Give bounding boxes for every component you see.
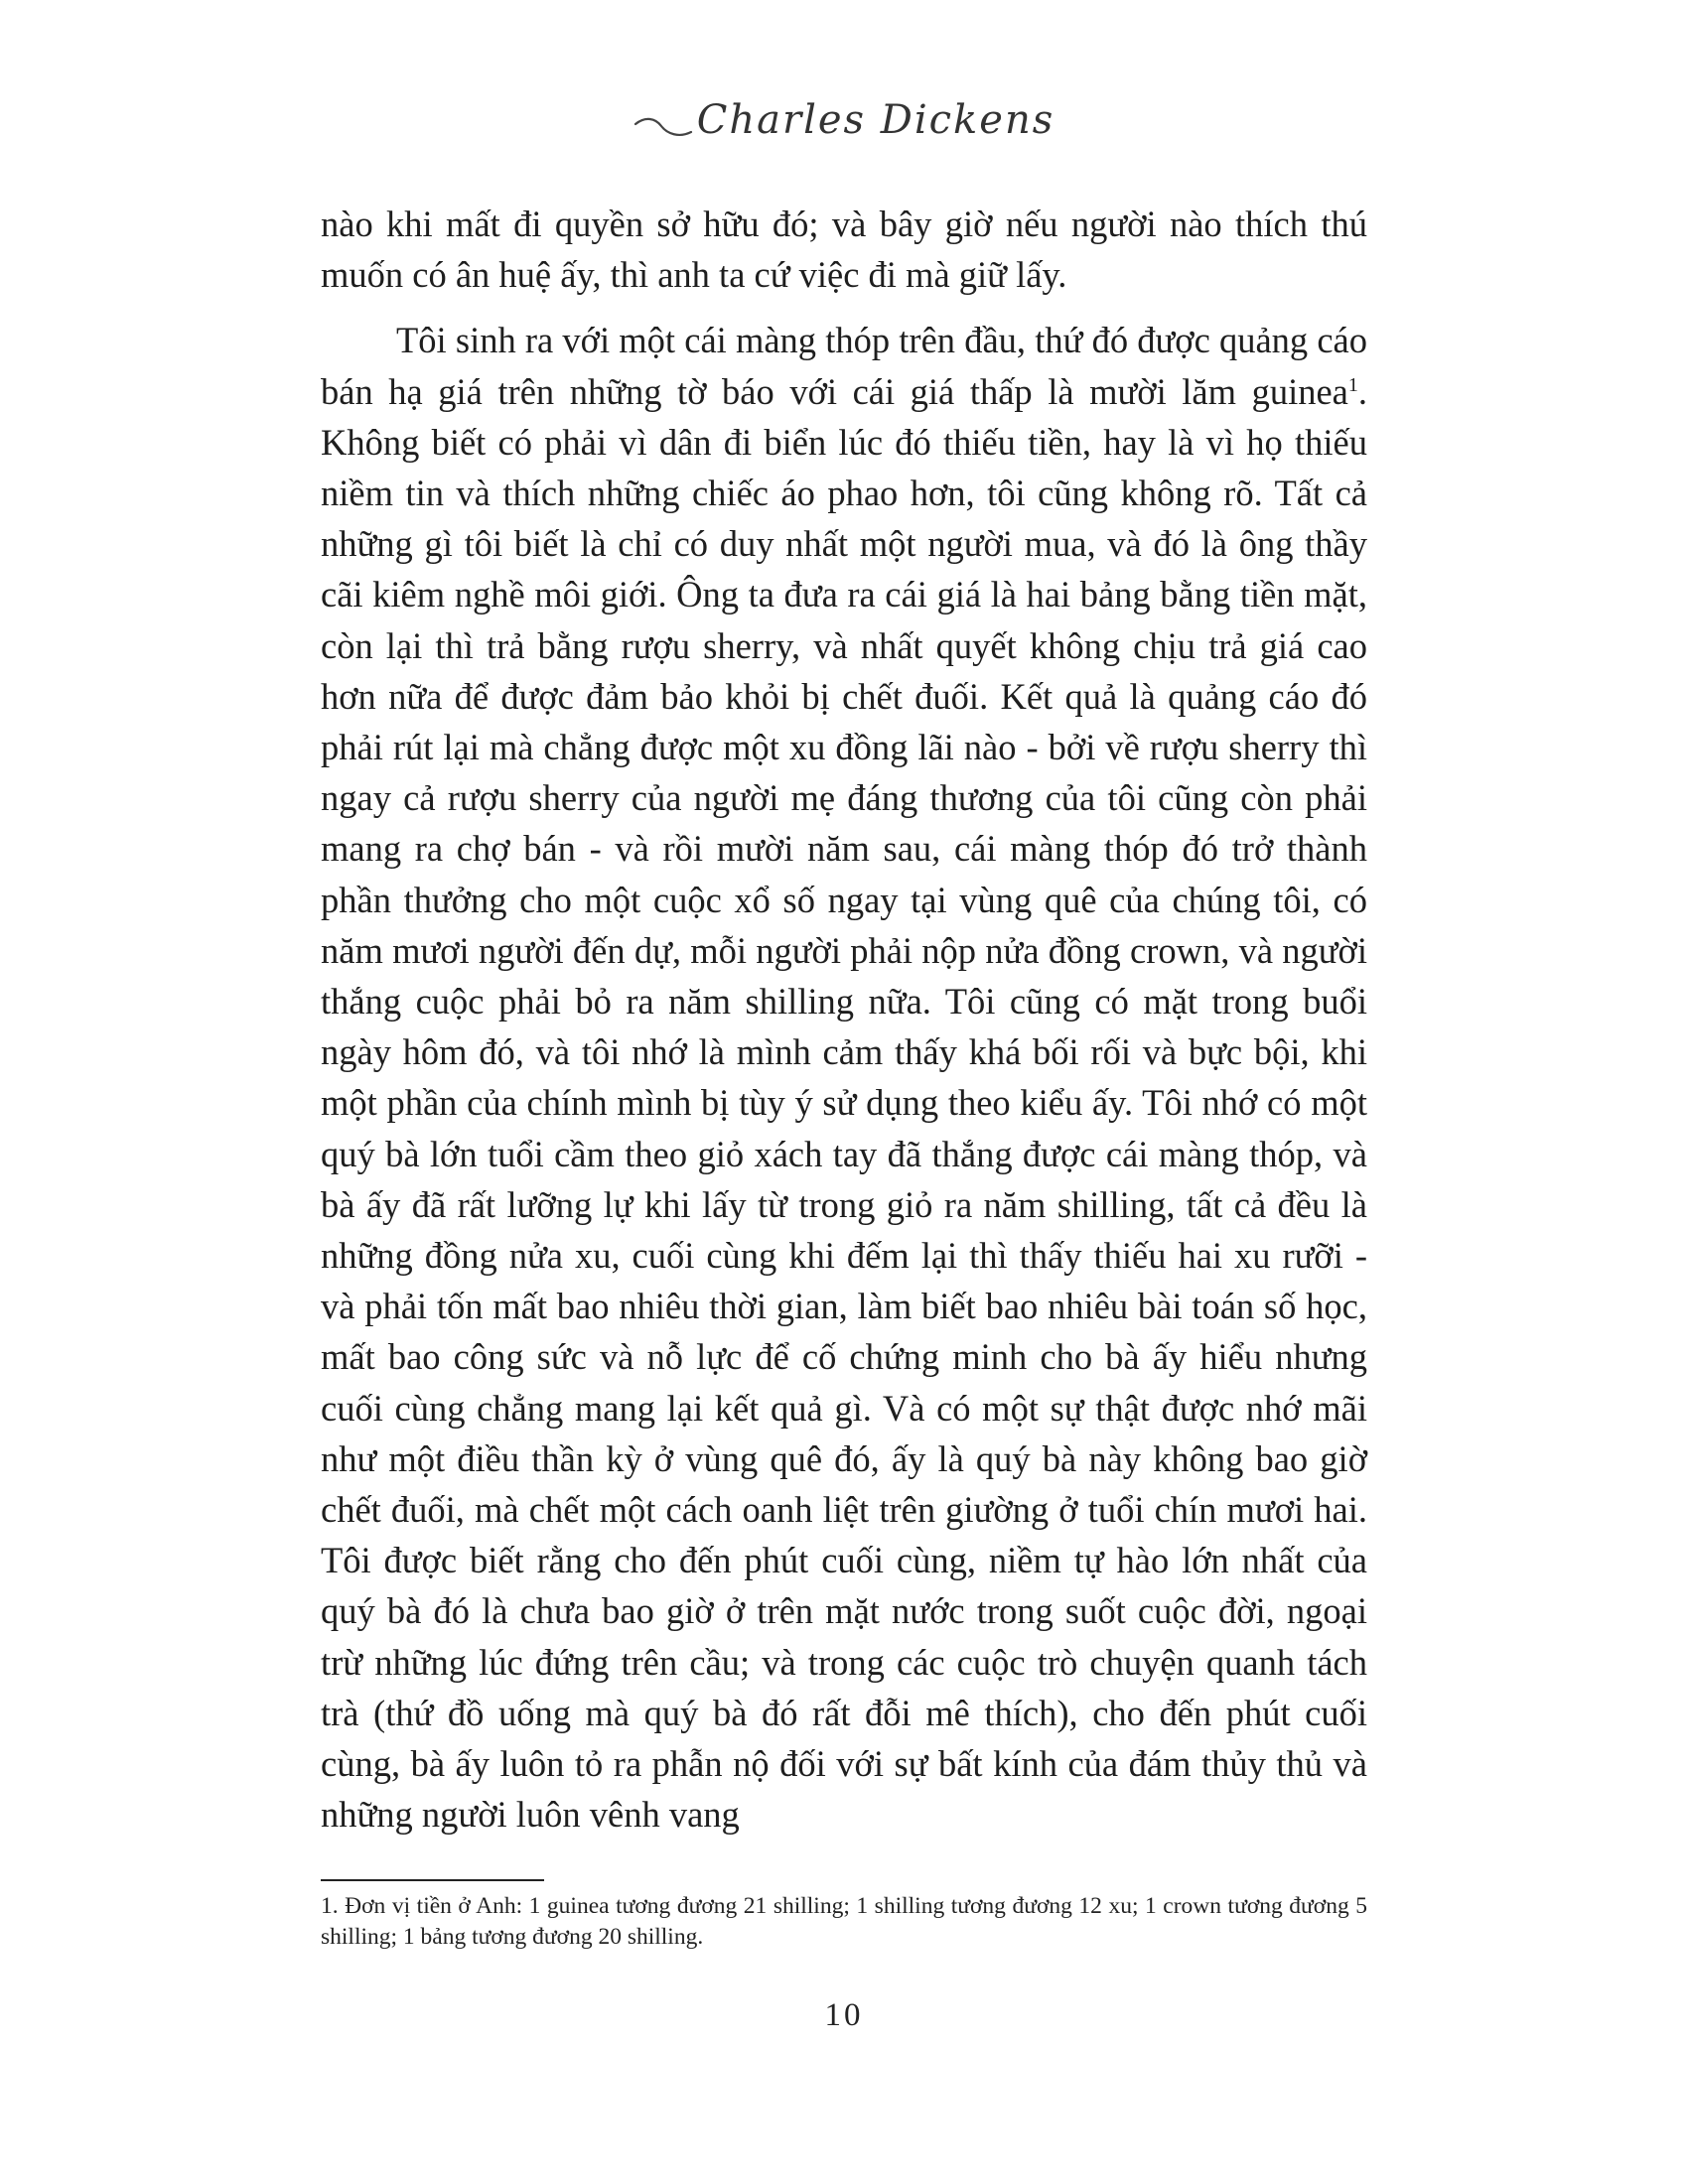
page-number: 10 xyxy=(824,1997,864,2033)
footnote-divider xyxy=(321,1879,544,1881)
running-header xyxy=(0,97,1688,157)
paragraph-text-end: . Không biết có phải vì dân đi biển lúc đó thiếu tiền, hay là vì họ thiếu niềm tin và thích những chiếc áo phao hơn, tôi cũng không rõ. Tất cả những gì tôi biết là chỉ có duy nhất một người mua, và đó là ông thầy cãi kiêm nghề môi giới. Ông ta đưa ra cái giá là hai bảng bằng tiền mặt, còn lại thì trả bằng rượu sherry, và nhất quyết không chịu trả giá cao hơn nữa để được đảm bảo khỏi bị chết đuối. Kết quả là quảng cáo đó phải rút lại mà chẳng được một xu đồng lãi nào - bởi về rượu sherry thì ngay cả rượu sherry của người mẹ đáng thương của tôi cũng còn phải mang ra chợ bán - và rồi mười năm sau, cái màng thóp đó trở thành phần thưởng cho một cuộc xổ số ngay tại vùng quê của chúng tôi, có năm mươi người đến dự, mỗi người phải nộp nửa đồng crown, và người thắng cuộc phải bỏ ra năm shilling nữa. Tôi cũng có mặt trong buổi ngày hôm đó, và tôi nhớ là mình cảm thấy khá bối rối và bực bội, khi một phần của chính mình bị tùy ý sử dụng theo kiểu ấy. Tôi nhớ có một quý bà lớn tuổi cầm theo giỏ xách tay đã thắng được cái màng thóp, và bà ấy đã rất lưỡng lự khi lấy từ trong giỏ ra năm shilling, tất cả đều là những đồng nửa xu, cuối cùng khi đếm lại thì thấy thiếu hai xu rưỡi - và phải tốn mất bao nhiêu thời gian, làm biết bao nhiêu bài toán số học, mất bao công sức và nỗ lực để cố chứng minh cho bà ấy hiểu nhưng cuối cùng chẳng mang lại kết quả gì. Và có một sự thật được nhớ mãi như một điều thần kỳ ở vùng quê đó, ấy là quý bà này không bao giờ chết đuối, mà chết một cách oanh liệt trên giường ở tuổi chín mươi hai. Tôi được biết rằng cho đến phút cuối cùng, niềm tự hào lớn nhất của quý bà đó là chưa bao giờ ở trên mặt nước trong suốt cuộc đời, ngoại trừ những lúc đứng trên cầu; và trong các cuộc trò chuyện quanh tách trà (thứ đồ uống mà quý bà đó rất đỗi mê thích), cho đến phút cuối cùng, bà ấy luôn tỏ ra phẫn nộ đối với sự bất kính của đám thủy thủ và những người luôn vênh vang xyxy=(321,370,1367,1836)
paragraph-continuation: nào khi mất đi quyền sở hữu đó; và bây giờ nếu người nào thích thú muốn có ân huệ ấy, thì anh ta cứ việc đi mà giữ lấy. xyxy=(321,204,1367,296)
main-text xyxy=(321,199,1367,1841)
footnote: 1. Đơn vị tiền ở Anh: 1 guinea tương đương 21 shilling; 1 shilling tương đương 12 xu; 1 crown tương đương 5 shilling; 1 bảng tương đương 20 shilling. xyxy=(321,1893,1367,1950)
paragraph-text-start: Tôi sinh ra với một cái màng thóp trên đầu, thứ đó được quảng cáo bán hạ giá trên những tờ báo với cái giá thấp là mười lăm guinea xyxy=(321,320,1367,412)
paragraph xyxy=(321,315,1367,1840)
flourish-swash-icon xyxy=(633,114,693,144)
footnote-reference[interactable]: 1 xyxy=(1347,373,1358,396)
running-title: Charles Dickens xyxy=(696,97,1055,143)
